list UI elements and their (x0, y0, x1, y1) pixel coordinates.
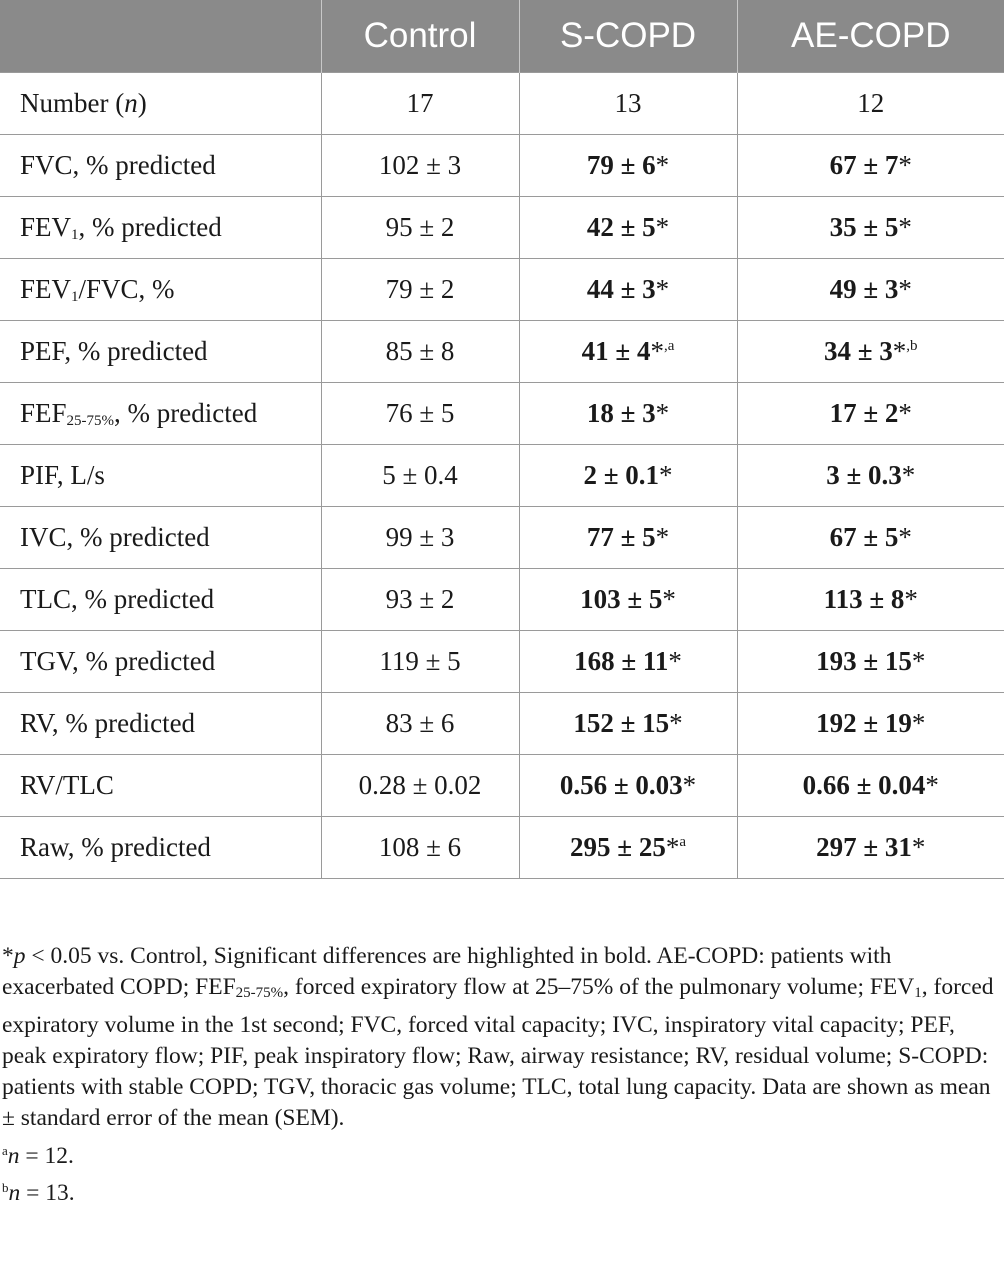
row-label-text: IVC, % predicted (20, 522, 210, 552)
cell-control: 85 ± 8 (321, 321, 519, 383)
row-label-text: Raw, % predicted (20, 832, 211, 862)
header-control: Control (321, 0, 519, 73)
cell-control: 95 ± 2 (321, 197, 519, 259)
row-label-suffix: ) (137, 88, 147, 118)
cell-value: 44 ± 3 (586, 274, 656, 304)
footnote-a: $^a$n = 12. (2, 1142, 74, 1169)
cell-control: 79 ± 2 (321, 259, 519, 321)
row-label (0, 755, 321, 817)
row-label (0, 321, 321, 383)
row-label-text: PEF, % predicted (20, 336, 208, 366)
cell-value: 103 ± 5 (580, 584, 663, 614)
row-label-text: TLC, % predicted (20, 584, 215, 614)
cell-value: 41 ± 4 (581, 336, 651, 366)
table-row (0, 569, 1004, 631)
significance-mark: * (898, 522, 912, 552)
table-footnotes (2, 941, 998, 1209)
header-blank (0, 0, 321, 73)
row-label (0, 383, 321, 445)
significance-mark: * (901, 460, 916, 490)
cell-value: 0.56 ± 0.03 (559, 770, 683, 800)
row-label-subscript: 1 (71, 288, 79, 305)
row-label (0, 135, 321, 197)
cell-value: 77 ± 5 (586, 522, 656, 552)
cell-value: 13 (614, 88, 642, 118)
row-label-text: Number ( (20, 88, 125, 118)
cell-value: 152 ± 15 (573, 708, 670, 738)
cell-value: 67 ± 5 (829, 522, 899, 552)
cell-ae-copd (737, 445, 1004, 507)
cell-ae-copd (737, 259, 1004, 321)
significance-mark: * (655, 522, 670, 552)
row-label-italic: n (124, 88, 138, 118)
table-row (0, 73, 1004, 135)
row-label (0, 569, 321, 631)
cell-ae-copd (737, 755, 1004, 817)
cell-s-copd (519, 755, 737, 817)
row-label-text: FEV (20, 273, 72, 304)
row-label-text: RV/TLC (20, 770, 114, 800)
table-row (0, 259, 1004, 321)
row-label-suffix: , % predicted (114, 397, 258, 428)
row-label-text: FEF (20, 397, 67, 428)
cell-s-copd (519, 135, 737, 197)
cell-value: 35 ± 5 (829, 212, 899, 242)
row-label-text: FEV (20, 211, 72, 242)
row-label-text: RV, % predicted (20, 708, 196, 738)
significance-mark: * (655, 398, 670, 428)
cell-s-copd (519, 321, 737, 383)
table-row (0, 197, 1004, 259)
cell-control: 119 ± 5 (321, 631, 519, 693)
cell-s-copd (519, 569, 737, 631)
row-label (0, 631, 321, 693)
row-label (0, 73, 321, 135)
cell-s-copd (519, 631, 737, 693)
table-row (0, 755, 1004, 817)
significance-mark: * (892, 336, 907, 366)
cell-ae-copd (737, 569, 1004, 631)
cell-value: 193 ± 15 (816, 646, 912, 676)
cell-value: 113 ± 8 (823, 584, 905, 614)
significance-mark: * (898, 274, 912, 304)
cell-value: 297 ± 31 (816, 832, 912, 862)
significance-mark: * (911, 708, 926, 738)
table-row (0, 631, 1004, 693)
header-ae-copd: AE-COPD (737, 0, 1004, 73)
cell-value: 168 ± 11 (574, 646, 669, 676)
footnote-mark: ,b (906, 338, 918, 354)
row-label-suffix: , % predicted (78, 211, 222, 242)
row-label (0, 693, 321, 755)
cell-s-copd (519, 197, 737, 259)
cell-s-copd (519, 817, 737, 879)
cell-ae-copd (737, 383, 1004, 445)
cell-control: 0.28 ± 0.02 (321, 755, 519, 817)
significance-mark: * (650, 336, 664, 366)
cell-s-copd (519, 259, 737, 321)
significance-mark: * (911, 832, 926, 862)
significance-mark: * (655, 274, 670, 304)
table-row (0, 445, 1004, 507)
cell-ae-copd (737, 73, 1004, 135)
cell-value: 67 ± 7 (829, 150, 899, 180)
cell-s-copd (519, 507, 737, 569)
cell-control: 93 ± 2 (321, 569, 519, 631)
significance-mark: * (898, 212, 912, 242)
row-label-text: FVC, % predicted (20, 150, 216, 180)
significance-mark: * (659, 460, 673, 490)
footnote-b: $^b$n = 13. (2, 1180, 75, 1207)
row-label (0, 259, 321, 321)
significance-mark: * (669, 708, 683, 738)
row-label-text: PIF, L/s (20, 460, 105, 490)
cell-value: 34 ± 3 (823, 336, 893, 366)
table-row (0, 383, 1004, 445)
cell-value: 79 ± 6 (586, 150, 656, 180)
cell-s-copd (519, 445, 737, 507)
cell-value: 192 ± 19 (816, 708, 912, 738)
cell-value: 42 ± 5 (586, 212, 656, 242)
cell-value: 12 (857, 88, 885, 118)
significance-mark: * (898, 398, 912, 428)
cell-s-copd (519, 383, 737, 445)
significance-mark: * (682, 770, 697, 800)
significance-mark: * (925, 770, 939, 800)
cell-ae-copd (737, 817, 1004, 879)
cell-control: 108 ± 6 (321, 817, 519, 879)
cell-control: 83 ± 6 (321, 693, 519, 755)
cell-ae-copd (737, 197, 1004, 259)
table-row (0, 693, 1004, 755)
cell-ae-copd (737, 321, 1004, 383)
cell-control: 99 ± 3 (321, 507, 519, 569)
cell-s-copd (519, 73, 737, 135)
cell-value: 0.66 ± 0.04 (802, 770, 926, 800)
cell-control: 102 ± 3 (321, 135, 519, 197)
footnote-main: *p < 0.05 vs. Control, Significant differences are highlighted in bold. AE-COPD: patients with exacerbated COPD; $FEF_{25-75\%}$, forced expiratory flow at 25–75% of the pulmonary volume; $FEV_1$, forced expiratory volume in the 1st second; FVC, forced vital capacity; IVC, inspiratory vital capacity; PEF, peak expiratory flow; PIF, peak inspiratory flow; Raw, airway resistance; RV, residual volume; S-COPD: patients with stable COPD; TGV, thoracic gas volume; TLC, total lung capacity. Data are shown as mean ± standard error of the mean (SEM). (2, 943, 994, 1132)
significance-mark: * (911, 646, 926, 676)
row-label-subscript: 25-75% (66, 412, 115, 429)
table-row (0, 817, 1004, 879)
row-label-subscript: 1 (71, 226, 79, 243)
header-s-copd: S-COPD (519, 0, 737, 73)
cell-value: 295 ± 25 (570, 832, 666, 862)
footnote-mark: ,a (663, 338, 675, 354)
cell-value: 3 ± 0.3 (826, 460, 902, 490)
row-label-text: TGV, % predicted (20, 646, 216, 676)
footnote-mark: a (679, 834, 686, 850)
cell-value: 18 ± 3 (586, 398, 656, 428)
significance-mark: * (665, 832, 680, 862)
significance-mark: * (662, 584, 676, 614)
cell-ae-copd (737, 631, 1004, 693)
cell-value: 2 ± 0.1 (583, 460, 660, 490)
cell-control: 17 (321, 73, 519, 135)
significance-mark: * (668, 646, 682, 676)
cell-s-copd (519, 693, 737, 755)
row-label (0, 445, 321, 507)
row-label (0, 197, 321, 259)
row-label (0, 507, 321, 569)
cell-value: 49 ± 3 (829, 274, 899, 304)
cell-ae-copd (737, 693, 1004, 755)
cell-ae-copd (737, 507, 1004, 569)
header-row (0, 0, 1004, 73)
cell-value: 17 ± 2 (829, 398, 899, 428)
table-row (0, 507, 1004, 569)
table-row (0, 135, 1004, 197)
cell-ae-copd (737, 135, 1004, 197)
cell-control: 76 ± 5 (321, 383, 519, 445)
cell-control: 5 ± 0.4 (321, 445, 519, 507)
row-label-suffix: /FVC, % (78, 273, 175, 304)
table-row (0, 321, 1004, 383)
significance-mark: * (655, 150, 670, 180)
row-label (0, 817, 321, 879)
significance-mark: * (898, 150, 912, 180)
significance-mark: * (655, 212, 670, 242)
significance-mark: * (904, 584, 918, 614)
